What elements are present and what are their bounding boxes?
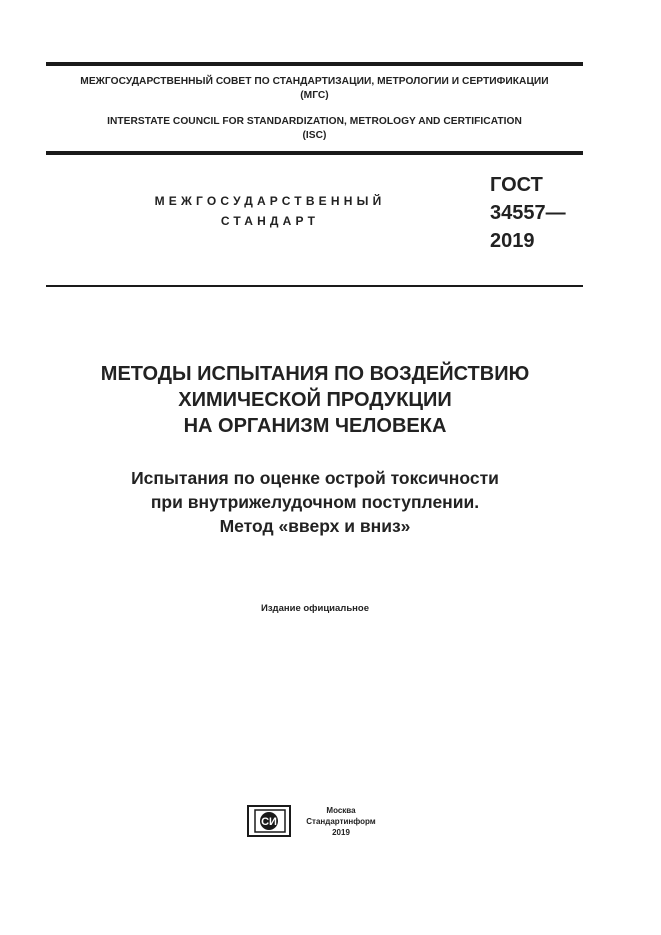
top-rule xyxy=(46,62,583,66)
council-en-abbr: (ISC) xyxy=(302,130,327,141)
council-en-name: INTERSTATE COUNCIL FOR STANDARDIZATION, METROLOGY AND CERTIFICATION xyxy=(107,116,522,127)
logo-text: СИ xyxy=(261,816,277,828)
standartinform-logo-icon xyxy=(247,805,291,837)
edition-label: Издание официальное xyxy=(261,603,369,614)
designation-rule xyxy=(46,285,583,287)
council-en-block xyxy=(46,115,583,143)
header-rule xyxy=(46,151,583,155)
publisher-city: Москва xyxy=(326,806,356,815)
subtitle-line-1: Испытания по оценке острой токсичности xyxy=(131,468,499,488)
subtitle-line-2: при внутрижелудочном поступлении. xyxy=(150,492,480,512)
standard-type-line2: СТАНДАРТ xyxy=(220,214,320,228)
standard-prefix: ГОСТ xyxy=(490,174,543,196)
standard-number: 34557— xyxy=(490,202,566,224)
council-ru-name: МЕЖГОСУДАРСТВЕННЫЙ СОВЕТ ПО СТАНДАРТИЗАЦИИ, МЕТРОЛОГИИ И СЕРТИФИКАЦИИ xyxy=(80,76,549,87)
publisher-name: Стандартинформ xyxy=(306,817,376,826)
subtitle-line-3: Метод «вверх и вниз» xyxy=(219,516,411,536)
document-subtitle xyxy=(40,466,590,538)
title-line-2: ХИМИЧЕСКОЙ ПРОДУКЦИИ xyxy=(178,389,452,411)
title-line-3: НА ОРГАНИЗМ ЧЕЛОВЕКА xyxy=(183,415,447,437)
standard-year: 2019 xyxy=(490,230,535,252)
council-ru-block xyxy=(46,75,583,103)
publisher-block xyxy=(296,805,386,838)
council-ru-abbr: (МГС) xyxy=(300,90,329,101)
standard-designation xyxy=(490,171,566,255)
document-title xyxy=(40,361,590,439)
title-line-1: МЕТОДЫ ИСПЫТАНИЯ ПО ВОЗДЕЙСТВИЮ xyxy=(100,363,530,385)
publisher-year: 2019 xyxy=(332,828,350,837)
standard-type-line1: МЕЖГОСУДАРСТВЕННЫЙ xyxy=(154,194,386,208)
standard-type xyxy=(120,191,420,231)
